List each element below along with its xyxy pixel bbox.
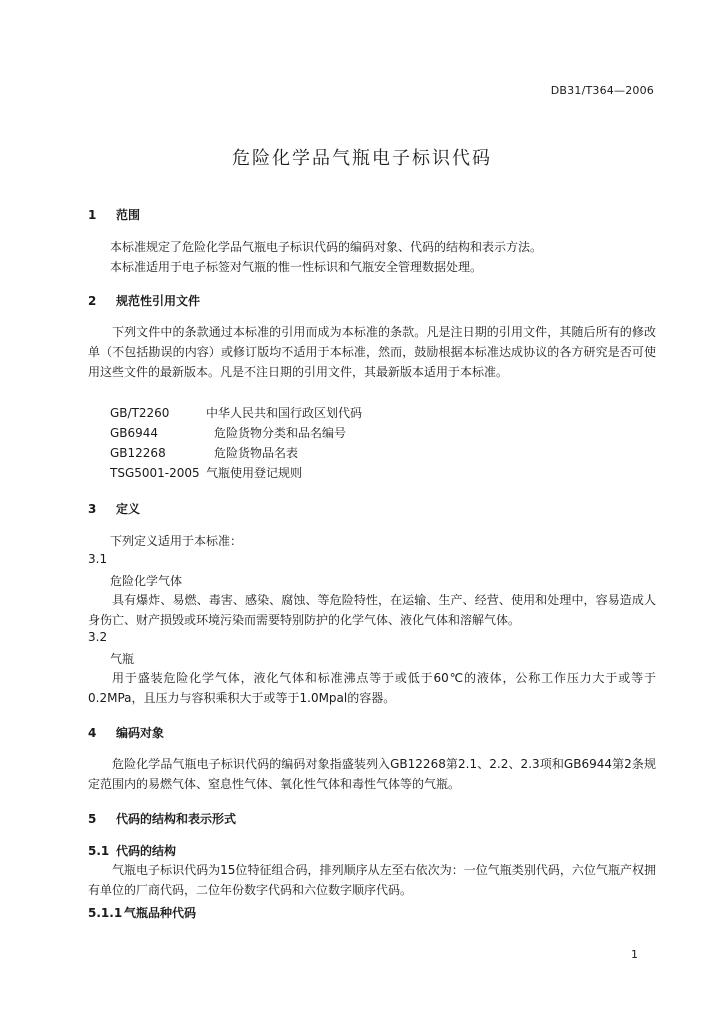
section-number: 5.1 [88,844,110,858]
section-title: 规范性引用文件 [116,294,201,308]
paragraph: 下列定义适用于本标准： [110,534,243,548]
reference-name: 危险货物分类和品名编号 [214,426,347,440]
paragraph: 本标准适用于电子标签对气瓶的惟一性标识和气瓶安全管理数据处理。 [110,260,483,274]
paragraph: 下列文件中的条款通过本标准的引用而成为本标准的条款。凡是注日期的引用文件，其随后所有的修改单（不包括勘误的内容）或修订版均不适用于本标准，然而，鼓励根据本标准达成协议的各方研究是否可使用这些文件的最新版本。凡是不注日期的引用文件，其最新版本适用于本标准。 [88,325,656,379]
reference-row [110,424,346,441]
section-number: 1 [88,208,97,222]
reference-code: TSG5001-2005 [110,466,200,480]
reference-code: GB/T2260 [110,406,170,420]
definition-number: 3.1 [88,552,108,566]
subsection-heading [88,904,196,921]
reference-name: 气瓶使用登记规则 [206,466,303,480]
paragraph: 本标准规定了危险化学品气瓶电子标识代码的编码对象、代码的结构和表示方法。 [110,240,543,254]
subsection-heading [88,842,176,859]
section-title: 气瓶品种代码 [124,906,197,920]
section-4-heading [88,724,164,741]
section-1-heading [88,206,140,223]
section-title: 代码的结构和表示形式 [116,812,237,826]
definition-number: 3.2 [88,630,108,644]
section-title: 定义 [116,502,141,516]
reference-name: 中华人民共和国行政区划代码 [206,406,363,420]
page-number: 1 [631,948,638,961]
section-number: 5 [88,812,97,826]
reference-code: GB12268 [110,446,166,460]
section-number: 4 [88,726,97,740]
definition-text: 具有爆炸、易燃、毒害、感染、腐蚀、等危险特性，在运输、生产、经营、使用和处理中，容易造成人身伤亡、财产损毁或环境污染而需要特别防护的化学气体、液化气体和溶解气体。 [88,593,656,627]
definition-text: 用于盛装危险化学气体，液化气体和标准沸点等于或低于60℃的液体，公称工作压力大于或等于0.2MPa，且压力与容积乘积大于或等于1.0Mpal的容器。 [88,671,656,705]
reference-name: 危险货物品名表 [214,446,299,460]
document-title: 危险化学品气瓶电子标识代码 [232,148,492,169]
reference-code: GB6944 [110,426,159,440]
definition-term: 危险化学气体 [110,574,183,588]
section-2-heading [88,292,200,309]
section-5-heading [88,810,236,827]
reference-row [110,444,298,461]
section-title: 编码对象 [116,726,165,740]
paragraph: 气瓶电子标识代码为15位特征组合码，排列顺序从左至右依次为：一位气瓶类别代码，六位气瓶产权拥有单位的厂商代码，二位年份数字代码和六位数字顺序代码。 [88,863,656,897]
section-3-heading [88,500,140,517]
paragraph: 危险化学品气瓶电子标识代码的编码对象指盛装列入GB12268第2.1、2.2、2.3项和GB6944第2条规定范围内的易燃气体、窒息性气体、氧化性气体和毒性气体等的气瓶。 [88,757,656,791]
reference-row [110,464,302,481]
standard-code: DB31/T364—2006 [550,84,654,97]
reference-row [110,404,362,421]
section-number: 2 [88,294,97,308]
section-number: 3 [88,502,97,516]
section-title: 代码的结构 [116,844,177,858]
section-number: 5.1.1 [88,906,123,920]
section-title: 范围 [116,208,141,222]
definition-term: 气瓶 [110,652,135,666]
